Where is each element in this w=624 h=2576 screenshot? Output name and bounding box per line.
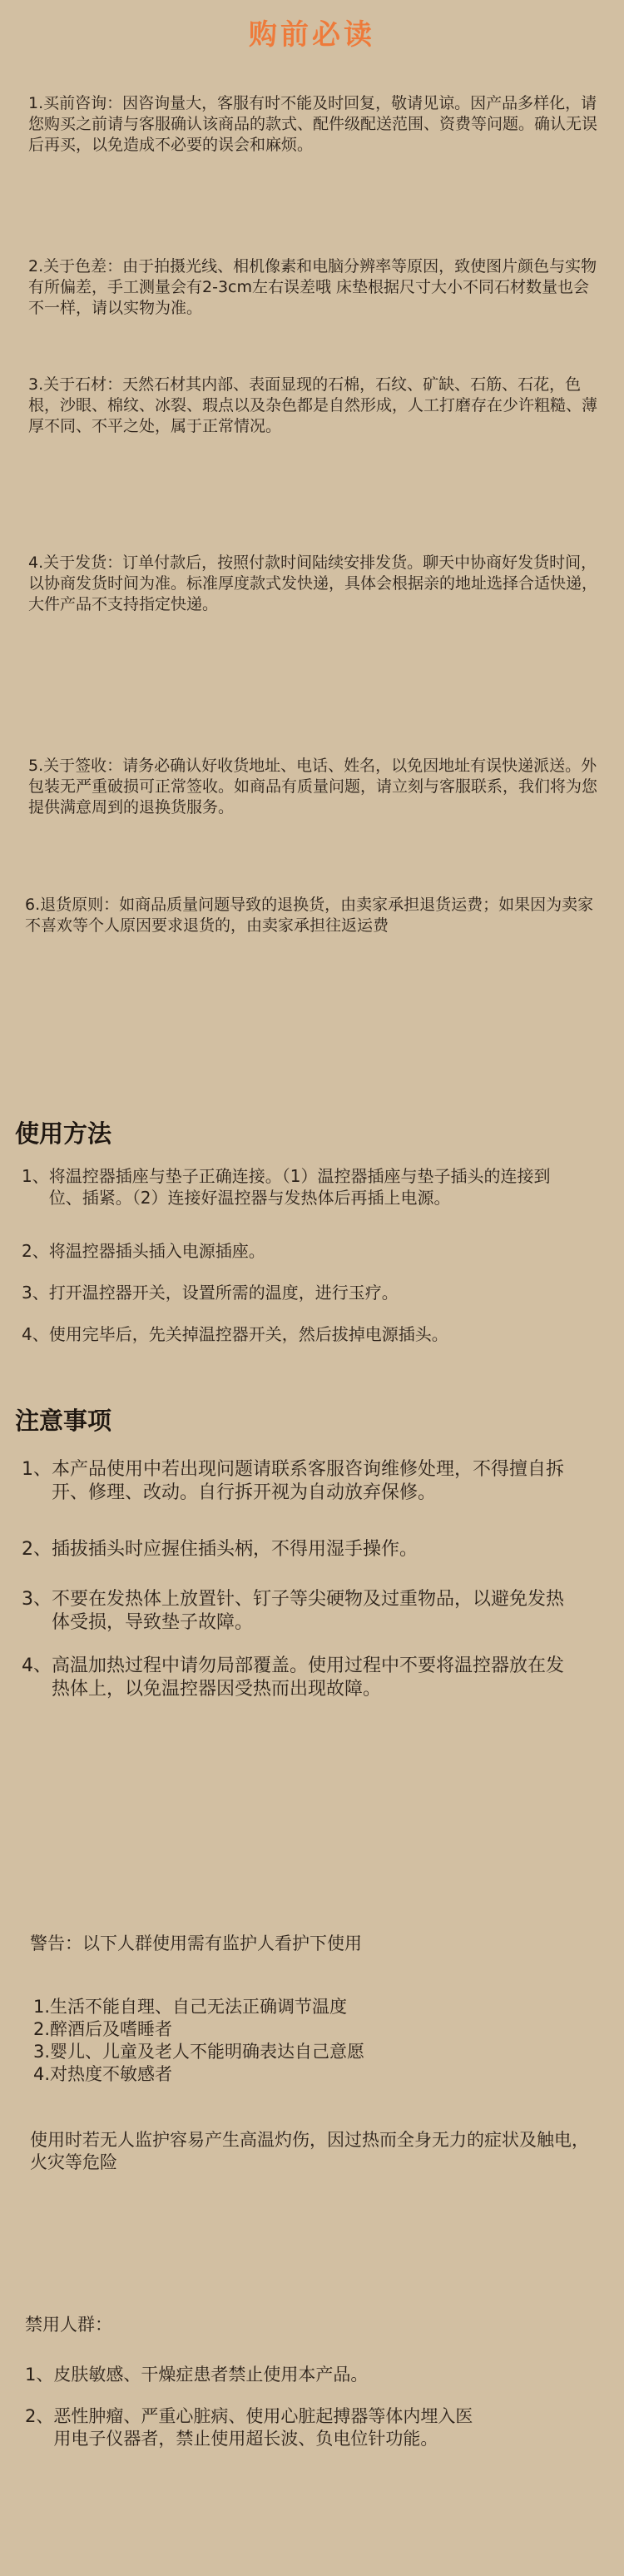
notice-shipping: 4.关于发货：订单付款后，按照付款时间陆续安排发货。聊天中协商好发货时间，以协商发货时间为准。标准厚度款式发快递，具体会根据亲的地址选择合适快递，大件产品不支持指定快递。 xyxy=(28,553,598,613)
warning-note: 使用时若无人监护容易产生高温灼伤，因过热而全身无力的症状及触电，火灾等危险 xyxy=(30,2130,589,2172)
caution-item: 2、 插拔插头时应握住插头柄，不得用湿手操作。 xyxy=(22,1539,418,1560)
warning-item: 2.醉酒后及嗜睡者 xyxy=(33,2019,173,2039)
notice-signing: 5.关于签收：请务必确认好收货地址、电话、姓名，以免因地址有误快递派送。外包装无严重破损可正常签收。如商品有质量问题，请立刻与客服联系，我们将为您提供满意周到的退换货服务。 xyxy=(28,757,598,816)
caution-item: 3、 不要在发热体上放置针、钉子等尖硬物及过重物品，以避免发热体受损，导致垫子故障。 xyxy=(22,1589,565,1633)
notice-purchase-inquiry: 1.买前咨询：因咨询量大，客服有时不能及时回复，敬请见谅。因产品多样化，请您购买之前请与客服确认该商品的款式、配件级配送范围、资费等问题。确认无误后再买，以免造成不必要的误会和麻烦。 xyxy=(28,94,598,154)
prohibited-item: 1、 皮肤敏感、干燥症患者禁止使用本产品。 xyxy=(25,2365,369,2385)
warning-item: 1.生活不能自理、自己无法正确调节温度 xyxy=(33,1997,348,2017)
notice-stone-material: 3.关于石材：天然石材其内部、表面显现的石棉，石纹、矿缺、石筋、石花，色根，沙眼、棉纹、冰裂、瑕点以及杂色都是自然形成，人工打磨存在少许粗糙、薄厚不同、不平之处，属于正常情况。 xyxy=(28,375,598,435)
warning-item: 4.对热度不敏感者 xyxy=(33,2064,173,2084)
usage-heading: 使用方法 xyxy=(15,1119,112,1148)
caution-item: 1、 本产品使用中若出现问题请联系客服咨询维修处理，不得擅自拆开、修理、改动。自行拆开视为自动放弃保修。 xyxy=(22,1459,565,1503)
warning-heading: 警告：以下人群使用需有监护人看护下使用 xyxy=(30,1933,362,1953)
usage-item: 1、 将温控器插座与垫子正确连接。（1）温控器插座与垫子插头的连接到位、插紧。（2）连接好温控器与发热体后再插上电源。 xyxy=(22,1166,551,1208)
warning-item: 3.婴儿、儿童及老人不能明确表达自己意愿 xyxy=(33,2042,365,2062)
notice-color-difference: 2.关于色差：由于拍摄光线、相机像素和电脑分辨率等原因，致使图片颜色与实物有所偏差，手工测量会有2-3cm左右误差哦 床垫根据尺寸大小不同石材数量也会不一样，请以实物为准。 xyxy=(28,257,597,317)
prohibited-heading: 禁用人群： xyxy=(25,2315,112,2335)
prohibited-item: 2、 恶性肿瘤、严重心脏病、使用心脏起搏器等体内埋入医用电子仪器者，禁止使用超长波、负电位针功能。 xyxy=(25,2406,473,2449)
cautions-heading: 注意事项 xyxy=(15,1407,112,1435)
usage-item: 4、 使用完毕后，先关掉温控器开关，然后拔掉电源插头。 xyxy=(22,1324,448,1344)
page-title: 购前必读 xyxy=(249,18,375,52)
usage-item: 3、 打开温控器开关，设置所需的温度，进行玉疗。 xyxy=(22,1283,399,1303)
notice-return-policy: 6.退货原则：如商品质量问题导致的退换货，由卖家承担退货运费；如果因为卖家不喜欢等个人原因要求退货的，由卖家承担往返运费 xyxy=(25,896,594,935)
usage-item: 2、 将温控器插头插入电源插座。 xyxy=(22,1241,265,1261)
caution-item: 4、 高温加热过程中请勿局部覆盖。使用过程中不要将温控器放在发热体上，以免温控器因受热而出现故障。 xyxy=(22,1655,565,1700)
